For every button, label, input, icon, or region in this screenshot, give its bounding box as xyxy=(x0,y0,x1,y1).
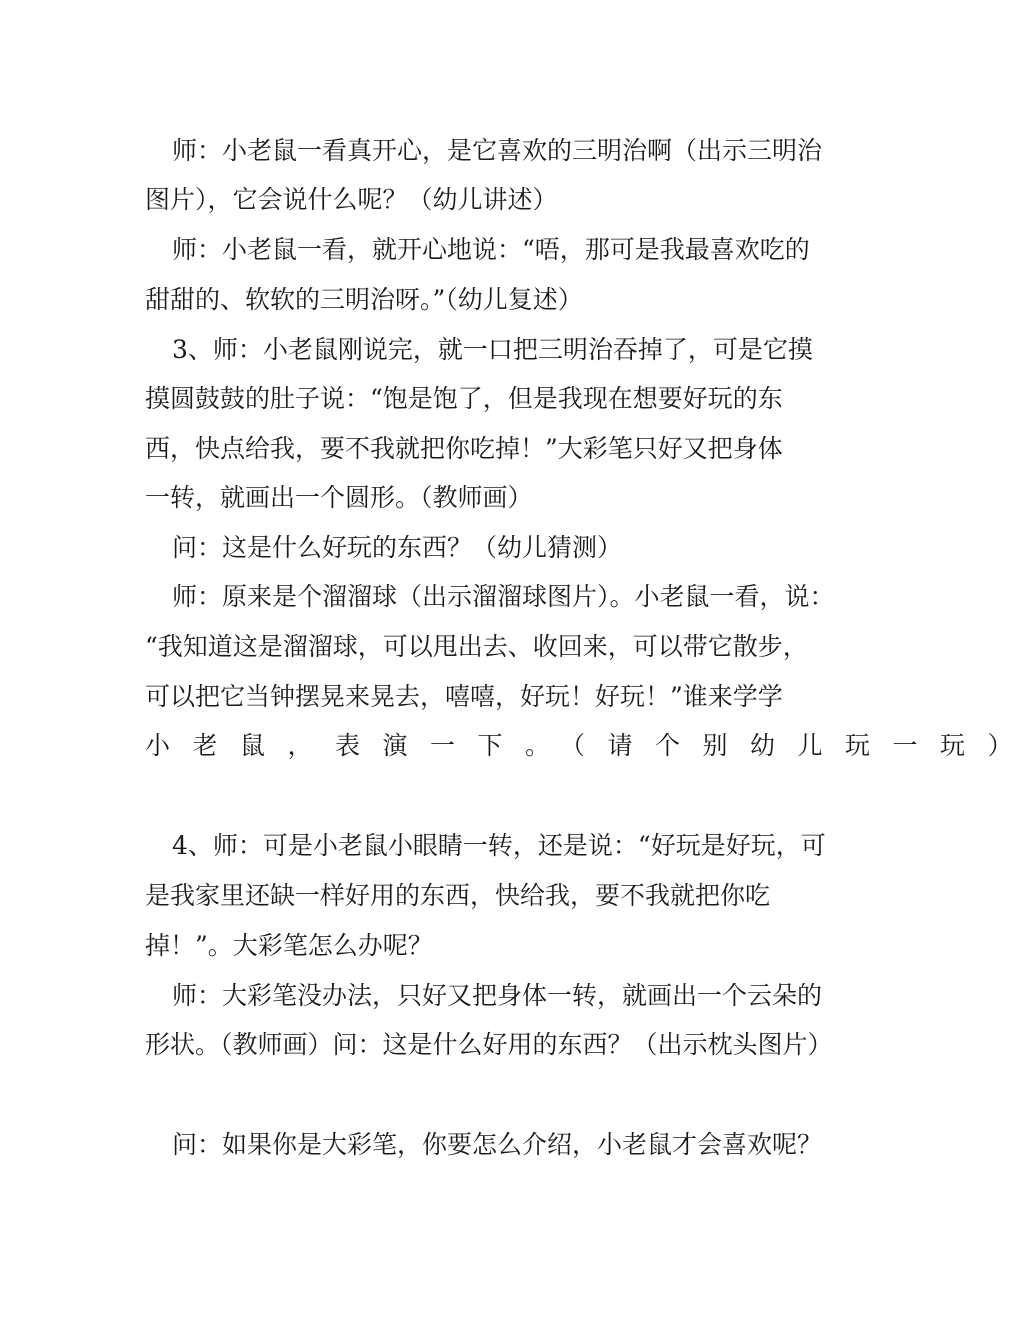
text-line: 甜甜的、软软的三明治呀。”（幼儿复述） xyxy=(145,285,583,314)
text-line: 小老鼠，表演一下。（请个别幼儿玩一玩） xyxy=(145,731,1035,760)
text-line: 一转，就画出一个圆形。（教师画） xyxy=(145,483,533,512)
text-line: 3、师：小老鼠刚说完，就一口把三明治吞掉了，可是它摸 xyxy=(172,335,813,364)
text-line: 师：大彩笔没办法，只好又把身体一转，就画出一个云朵的 xyxy=(172,981,823,1010)
text-line: 师：原来是个溜溜球（出示溜溜球图片）。小老鼠一看，说： xyxy=(172,582,835,611)
text-line: 形状。（教师画）问：这是什么好用的东西？（出示枕头图片） xyxy=(145,1030,833,1059)
text-line: 是我家里还缺一样好用的东西，快给我，要不我就把你吃 xyxy=(145,881,771,910)
text-line: 师：小老鼠一看，就开心地说：“唔，那可是我最喜欢吃的 xyxy=(172,235,810,264)
text-line: 可以把它当钟摆晃来晃去，嘻嘻，好玩！好玩！”谁来学学 xyxy=(145,682,783,711)
text-line: 摸圆鼓鼓的肚子说：“饱是饱了，但是我现在想要好玩的东 xyxy=(145,384,783,413)
text-line: 图片），它会说什么呢？（幼儿讲述） xyxy=(145,185,558,214)
text-line: 4、师：可是小老鼠小眼睛一转，还是说：“好玩是好玩，可 xyxy=(172,831,826,860)
text-line: 掉！”。大彩笔怎么办呢？ xyxy=(145,931,433,960)
text-line: “我知道这是溜溜球，可以甩出去、收回来，可以带它散步， xyxy=(145,632,808,661)
text-line: 西，快点给我，要不我就把你吃掉！”大彩笔只好又把身体 xyxy=(145,434,783,463)
text-line: 问：这是什么好玩的东西？（幼儿猜测） xyxy=(172,533,623,562)
text-line: 问：如果你是大彩笔，你要怎么介绍，小老鼠才会喜欢呢？ xyxy=(172,1130,823,1159)
text-line: 师：小老鼠一看真开心，是它喜欢的三明治啊（出示三明治 xyxy=(172,136,823,165)
